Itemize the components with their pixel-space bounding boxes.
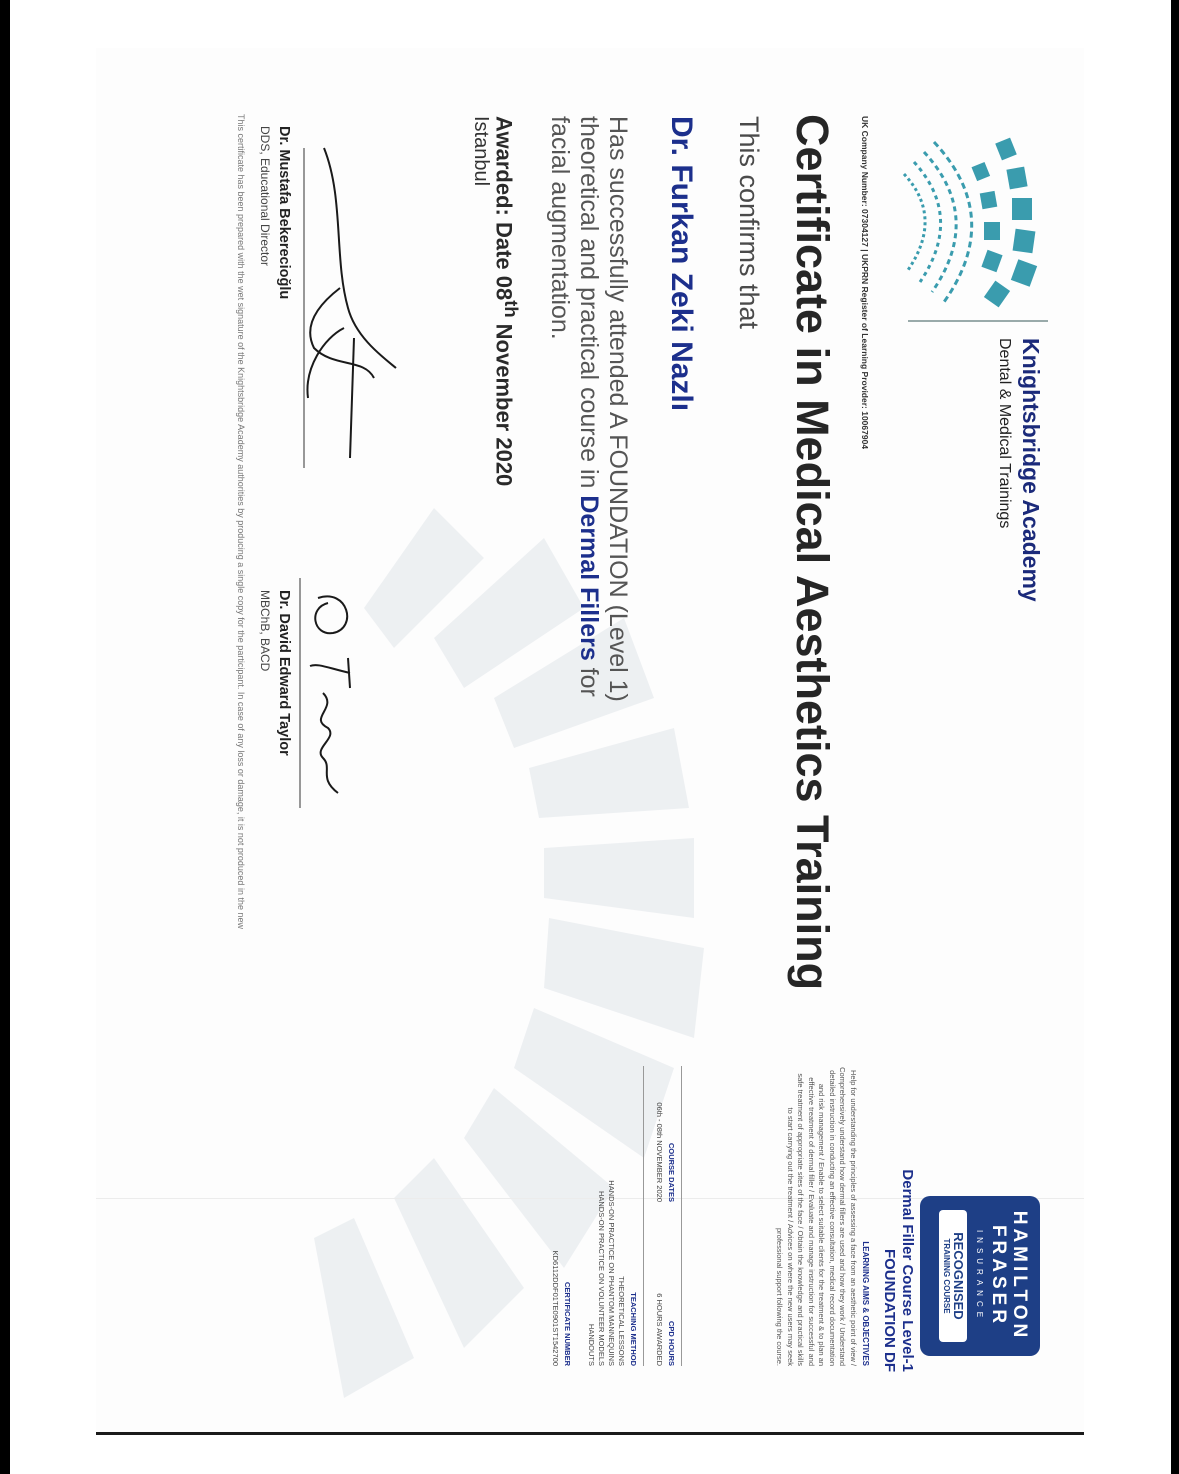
divider-2	[643, 1066, 644, 1366]
teaching-method-1: THEORETICAL LESSONS	[617, 1276, 626, 1366]
recognised-seal	[939, 1210, 967, 1342]
registration-line: UK Company Number: 07304127 | UKPRN Register of Learning Provider: 10067904	[860, 116, 870, 450]
scan-border-right	[1171, 0, 1179, 1474]
cpd-hours-value: 6 HOURS AWARDED	[655, 1293, 664, 1366]
badge-hamilton: HAMILTON	[1009, 1210, 1030, 1342]
awarded-label: Awarded: Date 08	[491, 116, 517, 301]
course-panel-title	[880, 1169, 916, 1372]
awarded-date	[491, 116, 522, 486]
certificate-number-value: KD6112DDF01TE0901ST1542700	[551, 1250, 560, 1366]
certificate	[96, 48, 1084, 1432]
signatory-2-role: MBChB, BACD	[258, 590, 272, 672]
signatory-1-role: DDS, Educational Director	[258, 126, 272, 267]
aims-heading: LEARNING AIMS & OBJECTIVES	[861, 1241, 870, 1366]
training-course-label: TRAINING COURSE	[942, 1238, 951, 1314]
course-title-line1: Dermal Filler Course Level-1	[899, 1169, 916, 1372]
watermark-graphic	[96, 498, 734, 1432]
brand-divider	[908, 320, 1048, 322]
teaching-method-2: HANDS-ON PRACTICE ON PHANTOM MANNEQUINS	[607, 1180, 616, 1366]
footnote: This certificate has been prepared with the wet signature of the Knightsbridge Academy authorities by producing a single copy for the participant. In case of any loss or damage, it is not produced in the new	[236, 114, 246, 929]
cpd-hours-label: CPD HOURS	[667, 1320, 676, 1366]
divider-1	[681, 1066, 682, 1366]
aims-text: Help for understanding the principles of assessing a face from an aesthetic point of view / Comprehensively understand how dermal fillers are used and how they work / Understand detailed instruction in conducting an effective consultation, medical record documentation and risk management / Enable to select suitable clients for the treatment & to plan an effective treatment of dermal filler / Evaluate and manage instruction for successful and safe treatment of appropriate sites of the face / Obtain the knowledge and practical skills to start carrying out the treatment / Advices on where the new users may seek professional support following the course.	[775, 1067, 858, 1366]
course-description	[545, 116, 632, 756]
teaching-method-3: HANDS-ON PRACTICE ON VOLUNTEER MODELS	[597, 1190, 606, 1366]
academy-brand	[994, 338, 1044, 618]
badge-insurance: INSURANCE	[975, 1229, 984, 1323]
description-text: Has successfully attended A FOUNDATION (Level 1) theoretical and practical course in	[575, 116, 632, 702]
description-tail: for facial augmentation.	[546, 116, 603, 697]
certificate-number-label: CERTIFICATE NUMBER	[563, 1281, 572, 1366]
teaching-method-label: TEACHING METHOD	[629, 1292, 638, 1366]
course-title-line2: FOUNDATION DF	[881, 1248, 898, 1372]
signatory-1-name: Dr. Mustafa Bekerecioğlu	[276, 126, 292, 300]
teaching-method-4: HANDOUTS	[587, 1323, 596, 1366]
certificate-paper	[96, 48, 1084, 1432]
awarded-ordinal: th	[501, 300, 522, 318]
signature-mustafa	[294, 138, 404, 478]
course-dates-label: COURSE DATES	[667, 1142, 676, 1202]
awarded-month-year: November 2020	[491, 317, 517, 487]
academy-name: Knightsbridge Academy	[1018, 338, 1044, 602]
signature-taylor	[298, 578, 368, 818]
certificate-title: Certificate in Medical Aesthetics Training	[787, 114, 838, 991]
scan-border-left	[0, 0, 10, 1474]
award-city: Istanbul	[470, 116, 492, 187]
recognised-label: RECOGNISED	[951, 1232, 966, 1320]
signatory-2-name: Dr. David Edward Taylor	[276, 590, 292, 756]
course-dates-value: 06th - 08th NOVEMBER 2020	[655, 1102, 664, 1202]
course-subject: Dermal Fillers	[575, 495, 603, 661]
knightsbridge-logo-icon	[884, 112, 1044, 322]
recipient-name: Dr. Furkan Zeki Nazlı	[665, 116, 698, 412]
confirms-text: This confirms that	[734, 116, 764, 330]
scan-edge-bottom	[96, 1432, 1084, 1435]
academy-subtitle: Dental & Medical Trainings	[996, 338, 1013, 529]
hamilton-fraser-badge	[920, 1196, 1040, 1356]
badge-fraser: FRASER	[988, 1224, 1009, 1328]
